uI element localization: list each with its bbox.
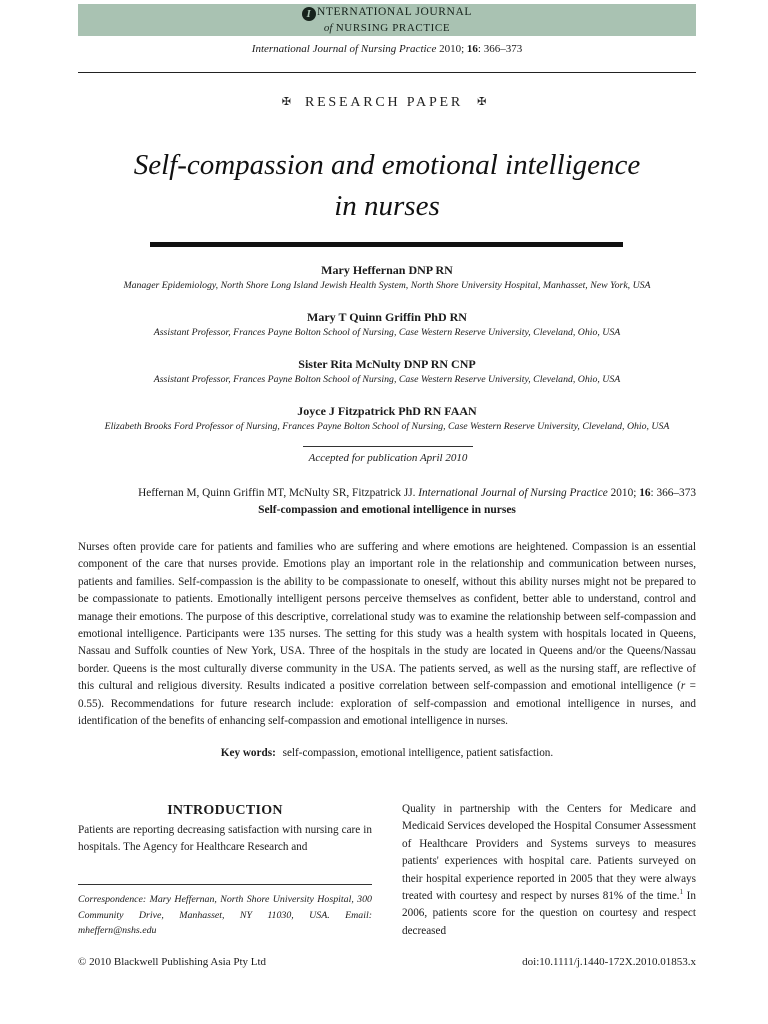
keywords-value: self-compassion, emotional intelligence, patient satisfaction. — [282, 747, 554, 759]
citation-header — [78, 43, 696, 55]
article-title-line1: Self-compassion and emotional intelligence — [133, 149, 641, 181]
author-list — [78, 262, 696, 450]
journal-logo-icon: I — [302, 7, 316, 21]
keywords-label: Key words: — [220, 747, 276, 759]
citation-year: 2010; — [439, 43, 465, 55]
abstract-text-end: = 0.55). Recommendations for future research include: exploration of self-compassion and emotional intelligence in nurses, and identification of the benefits of enhancing self-compassion and emotional intelligence in nurses. — [78, 680, 696, 728]
author-name: Sister Rita McNulty DNP RN CNP — [298, 357, 476, 371]
section-heading: INTRODUCTION — [167, 803, 283, 818]
left-column — [78, 800, 372, 857]
author-affiliation: Manager Epidemiology, North Shore Long Island Jewish Health System, North Shore University Hospital, Manhasset, New York, USA — [123, 280, 651, 291]
correspondence-note: Correspondence: Mary Heffernan, North Shore University Hospital, 300 Community Drive, Manhasset, NY 11030, USA. Email: mheffern@nshs.edu — [78, 884, 372, 939]
author-name: Joyce J Fitzpatrick PhD RN FAAN — [297, 404, 477, 418]
journal-name-of: of — [323, 22, 333, 34]
paper-type-label: RESEARCH PAPER — [304, 95, 464, 110]
author-affiliation: Assistant Professor, Frances Payne Bolton School of Nursing, Case Western Reserve University, Cleveland, Ohio, USA — [153, 374, 621, 385]
title-divider — [150, 242, 623, 247]
intro-left-text: Patients are reporting decreasing satisfaction with nursing care in hospitals. The Agency for Healthcare Research and — [78, 824, 372, 854]
ornament-left-icon: ✠ — [281, 96, 291, 108]
reference-title: Self-compassion and emotional intelligence in nurses — [258, 504, 516, 516]
paper-type — [0, 95, 768, 111]
keywords — [78, 747, 696, 759]
reference-volume: 16 — [639, 487, 651, 499]
intro-right-text: Quality in partnership with the Centers for Medicare and Medicaid Services developed the Hospital Consumer Assessment of Healthcare Providers and Systems surveys to measures patients' experiences with hospital care. Patients surveyed on their hospital experience reported in 2005 that they were always treated with courtesy and respect by nurses 81% of the time. — [402, 803, 696, 903]
journal-name-line2: NURSING PRACTICE — [335, 22, 451, 34]
intro-right-text-end: In 2006, patients score for the question on courtesy and respect decreased — [402, 890, 696, 937]
citation-volume: 16 — [466, 43, 478, 55]
abstract-r-symbol: r — [680, 680, 686, 693]
article-title-line2: in nurses — [334, 190, 440, 222]
reference-year: 2010; — [610, 487, 637, 499]
header-divider — [78, 72, 696, 73]
doi: doi:10.1111/j.1440-172X.2010.01853.x — [522, 956, 696, 968]
ornament-right-icon: ✠ — [477, 96, 487, 108]
right-column — [402, 801, 696, 940]
copyright-notice: © 2010 Blackwell Publishing Asia Pty Ltd — [78, 956, 267, 968]
accepted-date: Accepted for publication April 2010 — [303, 446, 473, 464]
citation-pages: : 366–373 — [477, 43, 523, 55]
reference-authors: Heffernan M, Quinn Griffin MT, McNulty SR, Fitzpatrick JJ. — [138, 487, 416, 499]
author-name: Mary T Quinn Griffin PhD RN — [307, 310, 467, 324]
citation-journal: International Journal of Nursing Practice — [251, 43, 437, 55]
article-title — [90, 145, 684, 227]
author-name: Mary Heffernan DNP RN — [321, 263, 453, 277]
reference-pages: : 366–373 — [650, 487, 696, 499]
footnote-reference: 1 — [679, 888, 684, 897]
reference-citation — [78, 487, 696, 499]
author-affiliation: Assistant Professor, Frances Payne Bolton School of Nursing, Case Western Reserve University, Cleveland, Ohio, USA — [153, 327, 621, 338]
abstract — [78, 539, 696, 730]
journal-name-line1: NTERNATIONAL JOURNAL — [317, 6, 472, 18]
abstract-text: Nurses often provide care for patients and families who are suffering and where emotions are heightened. Compassion is an essential component of the care that nurses provide. Emotions play an important role in the relationship and communication between nurses, patients and families. Self-compassion is the ability to be compassionate to oneself, without this ability nurses might not be prepared to be compassionate to patients. Emotionally intelligent persons perceive themselves as confident, better able to understand, control and manage their emotions. The purpose of this descriptive, correlational study was to examine the relationship between self-compassion and emotional intelligence. Participants were 135 nurses. The setting for this study was a health system with hospitals located in Queens, Nassau and Suffolk counties of New York, USA. Three of the hospitals in the study are located in Queens and/or the Queens/Nassau border. Queens is the most culturally diverse community in the USA. The patients served, as well as the nursing staff, are reflective of this cultural and religious diversity. Results indicated a positive correlation between self-compassion and emotional intelligence ( — [78, 541, 696, 693]
author-affiliation: Elizabeth Brooks Ford Professor of Nursing, Frances Payne Bolton School of Nursing, Case Western Reserve University, Cleveland, Ohio, USA — [104, 421, 670, 432]
journal-banner — [78, 4, 696, 36]
reference-journal: International Journal of Nursing Practice — [418, 487, 608, 499]
